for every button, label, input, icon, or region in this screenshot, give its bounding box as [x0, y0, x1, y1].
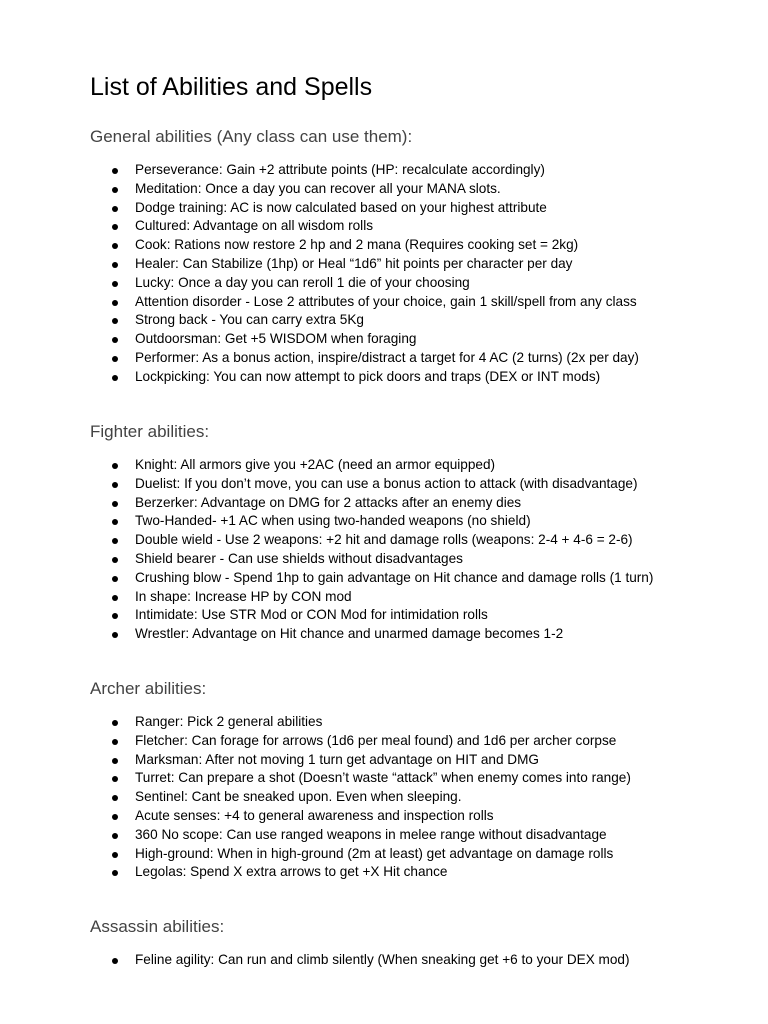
bullet-icon: [112, 187, 118, 193]
bullet-icon: [112, 337, 118, 343]
bullet-icon: [112, 632, 118, 638]
bullet-icon: [112, 557, 118, 563]
section-heading: Assassin abilities:: [90, 917, 225, 936]
bullet-icon: [112, 595, 118, 601]
list-item-text: Sentinel: Cant be sneaked upon. Even when sleeping.: [135, 789, 462, 805]
list-item-text: Perseverance: Gain +2 attribute points (HP: recalculate accordingly): [135, 162, 545, 177]
list-item-text: Knight: All armors give you +2AC (need an armor equipped): [135, 457, 496, 472]
list-item-text: Outdoorsman: Get +5 WISDOM when foraging: [135, 331, 417, 347]
list-item: [90, 606, 750, 625]
bullet-icon: [112, 281, 118, 287]
ability-list: [90, 456, 750, 644]
bullet-icon: [112, 795, 118, 801]
bullet-icon: [112, 519, 118, 525]
list-item: [90, 368, 750, 387]
list-item: [90, 293, 750, 312]
list-item: [90, 512, 750, 531]
list-item-text: Cook: Rations now restore 2 hp and 2 mana (Requires cooking set = 2kg): [135, 237, 579, 253]
list-item: [90, 569, 750, 588]
list-item: [90, 769, 750, 788]
bullet-icon: [112, 852, 118, 858]
list-item-text: Crushing blow - Spend 1hp to gain advantage on Hit chance and damage rolls (1 turn): [135, 569, 654, 585]
list-item: [90, 550, 750, 569]
list-item-text: Wrestler: Advantage on Hit chance and unarmed damage becomes 1-2: [135, 626, 564, 642]
list-item: [90, 475, 750, 494]
list-item: [90, 456, 750, 475]
list-item-text: Lucky: Once a day you can reroll 1 die of your choosing: [135, 274, 470, 290]
section-archer-abilities: [90, 678, 750, 882]
list-item: [90, 807, 750, 826]
list-item-text: Two-Handed- +1 AC when using two-handed weapons (no shield): [135, 513, 531, 529]
list-item: [90, 788, 750, 807]
bullet-icon: [112, 870, 118, 876]
bullet-icon: [112, 833, 118, 839]
list-item-text: Strong back - You can carry extra 5Kg: [135, 312, 364, 328]
list-item: [90, 494, 750, 513]
bullet-icon: [112, 758, 118, 764]
bullet-icon: [112, 262, 118, 268]
list-item: [90, 180, 750, 199]
bullet-icon: [112, 958, 118, 964]
list-item-text: Intimidate: Use STR Mod or CON Mod for intimidation rolls: [135, 607, 488, 623]
bullet-icon: [112, 576, 118, 582]
list-item-text: Acute senses: +4 to general awareness and inspection rolls: [135, 807, 494, 823]
list-item-text: Legolas: Spend X extra arrows to get +X Hit chance: [135, 864, 448, 880]
list-item: [90, 217, 750, 236]
list-item-text: Fletcher: Can forage for arrows (1d6 per meal found) and 1d6 per archer corpse: [135, 732, 617, 748]
bullet-icon: [112, 739, 118, 745]
list-item-text: Cultured: Advantage on all wisdom rolls: [135, 218, 374, 234]
list-item: [90, 274, 750, 293]
list-item-text: 360 No scope: Can use ranged weapons in melee range without disadvantage: [135, 826, 607, 842]
bullet-icon: [112, 300, 118, 306]
list-item: [90, 751, 750, 770]
bullet-icon: [112, 482, 118, 488]
list-item: [90, 845, 750, 864]
list-item: [90, 349, 750, 368]
list-item: [90, 311, 750, 330]
list-item-text: Feline agility: Can run and climb silently (When sneaking get +6 to your DEX mod): [135, 952, 630, 967]
bullet-icon: [112, 776, 118, 782]
list-item: [90, 863, 750, 882]
bullet-icon: [112, 375, 118, 381]
list-item: [90, 330, 750, 349]
bullet-icon: [112, 501, 118, 507]
list-item-text: High-ground: When in high-ground (2m at least) get advantage on damage rolls: [135, 845, 614, 861]
bullet-icon: [112, 168, 118, 174]
list-item-text: Turret: Can prepare a shot (Doesn’t waste “attack” when enemy comes into range): [135, 770, 631, 786]
list-item: [90, 531, 750, 550]
list-item-text: Dodge training: AC is now calculated based on your highest attribute: [135, 199, 547, 215]
list-item: [90, 255, 750, 274]
bullet-icon: [112, 538, 118, 544]
bullet-icon: [112, 356, 118, 362]
section-heading: Fighter abilities:: [90, 422, 210, 441]
section-heading: Archer abilities:: [90, 679, 207, 698]
list-item-text: Ranger: Pick 2 general abilities: [135, 714, 323, 729]
bullet-icon: [112, 814, 118, 820]
list-item: [90, 236, 750, 255]
list-item: [90, 588, 750, 607]
list-item-text: Healer: Can Stabilize (1hp) or Heal “1d6” hit points per character per day: [135, 255, 573, 271]
list-item-text: Duelist: If you don’t move, you can use a bonus action to attack (with disadvantage): [135, 475, 638, 491]
bullet-icon: [112, 720, 118, 726]
bullet-icon: [112, 206, 118, 212]
bullet-icon: [112, 224, 118, 230]
section-assassin-abilities: [90, 916, 750, 970]
list-item-text: Attention disorder - Lose 2 attributes of your choice, gain 1 skill/spell from any class: [135, 293, 637, 309]
list-item: [90, 732, 750, 751]
list-item: [90, 161, 750, 180]
ability-list: [90, 161, 750, 387]
list-item-text: Double wield - Use 2 weapons: +2 hit and damage rolls (weapons: 2-4 + 4-6 = 2-6): [135, 532, 633, 548]
section-heading: General abilities (Any class can use them):: [90, 127, 413, 146]
list-item: [90, 713, 750, 732]
list-item-text: Berzerker: Advantage on DMG for 2 attacks after an enemy dies: [135, 494, 522, 510]
list-item: [90, 826, 750, 845]
list-item: [90, 625, 750, 644]
list-item: [90, 199, 750, 218]
section-fighter-abilities: [90, 421, 750, 644]
list-item-text: In shape: Increase HP by CON mod: [135, 588, 352, 604]
section-general-abilities: [90, 126, 750, 387]
list-item-text: Lockpicking: You can now attempt to pick doors and traps (DEX or INT mods): [135, 368, 601, 384]
list-item-text: Shield bearer - Can use shields without disadvantages: [135, 550, 463, 566]
list-item-text: Meditation: Once a day you can recover all your MANA slots.: [135, 180, 501, 196]
bullet-icon: [112, 463, 118, 469]
ability-list: [90, 713, 750, 882]
ability-list: [90, 951, 750, 970]
bullet-icon: [112, 318, 118, 324]
page-title: List of Abilities and Spells: [90, 73, 373, 101]
bullet-icon: [112, 613, 118, 619]
bullet-icon: [112, 243, 118, 249]
list-item-text: Marksman: After not moving 1 turn get advantage on HIT and DMG: [135, 751, 539, 767]
list-item-text: Performer: As a bonus action, inspire/distract a target for 4 AC (2 turns) (2x per day): [135, 349, 639, 365]
list-item: [90, 951, 750, 970]
